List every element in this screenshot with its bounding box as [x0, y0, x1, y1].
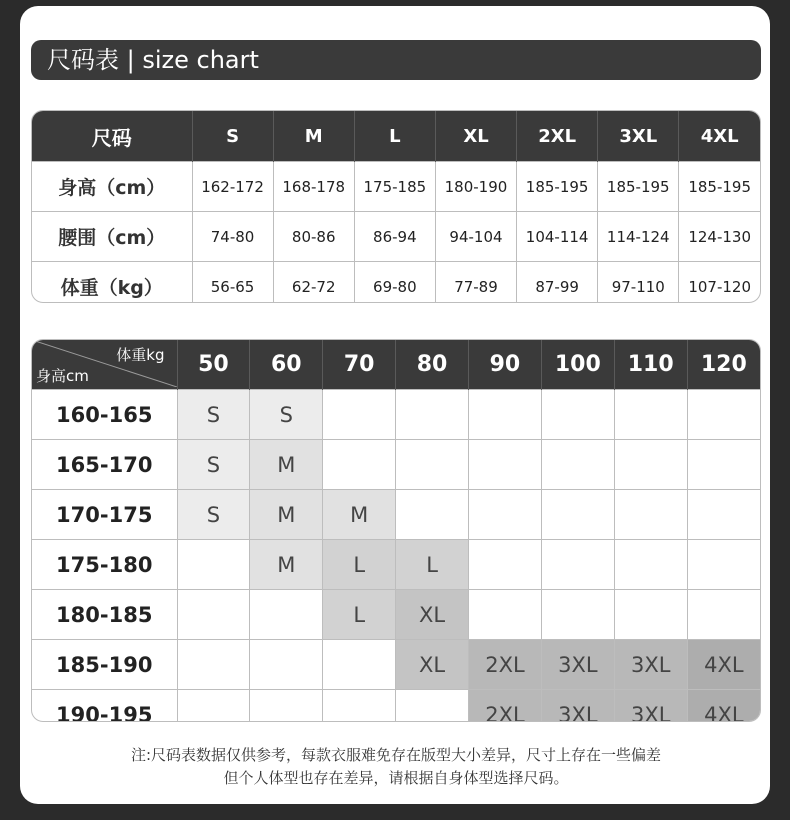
table-row: [32, 490, 760, 540]
size-cell: [323, 690, 396, 723]
height-range-label: 170-175: [32, 490, 177, 540]
height-range-label: 180-185: [32, 590, 177, 640]
table-row: [32, 440, 760, 490]
weight-axis-label: 体重kg: [116, 346, 165, 364]
size-cell: [177, 540, 250, 590]
table-cell: 175-185: [354, 162, 435, 212]
size-cell: L: [323, 590, 396, 640]
size-header-2xl: 2XL: [517, 111, 598, 162]
table-cell: 162-172: [192, 162, 273, 212]
fit-table: [31, 339, 761, 722]
size-cell: XL: [396, 640, 469, 690]
size-cell: [323, 390, 396, 440]
disclaimer-note: [31, 744, 761, 790]
table-cell: 69-80: [354, 262, 435, 304]
table-cell: 80-86: [273, 212, 354, 262]
size-header-4xl: 4XL: [679, 111, 760, 162]
table-cell: 62-72: [273, 262, 354, 304]
size-cell: [469, 440, 542, 490]
size-cell: [541, 590, 614, 640]
table-row: [32, 162, 760, 212]
table-row: [32, 540, 760, 590]
weight-header: 110: [614, 340, 687, 390]
height-range-label: 190-195: [32, 690, 177, 723]
weight-header: 100: [541, 340, 614, 390]
size-cell: [687, 390, 760, 440]
page-title: 尺码表 | size chart: [31, 40, 761, 80]
size-cell: [250, 590, 323, 640]
table-cell: 94-104: [435, 212, 516, 262]
weight-header: 90: [469, 340, 542, 390]
size-header-m: M: [273, 111, 354, 162]
size-cell: [396, 390, 469, 440]
table-cell: 87-99: [517, 262, 598, 304]
height-range-label: 165-170: [32, 440, 177, 490]
size-cell: M: [250, 490, 323, 540]
size-cell: M: [250, 540, 323, 590]
size-column-header: 尺码: [32, 111, 192, 162]
table-row: [32, 390, 760, 440]
weight-header: 120: [687, 340, 760, 390]
size-cell: [541, 390, 614, 440]
size-cell: 3XL: [541, 690, 614, 723]
size-cell: [323, 640, 396, 690]
weight-header: 70: [323, 340, 396, 390]
size-cell: [614, 590, 687, 640]
size-cell: M: [323, 490, 396, 540]
height-range-label: 185-190: [32, 640, 177, 690]
height-range-label: 175-180: [32, 540, 177, 590]
size-cell: [687, 440, 760, 490]
size-cell: 3XL: [541, 640, 614, 690]
table-cell: 124-130: [679, 212, 760, 262]
fit-table-header-row: [32, 340, 760, 390]
size-cell: S: [250, 390, 323, 440]
size-cell: M: [250, 440, 323, 490]
size-cell: [614, 490, 687, 540]
size-cell: [396, 440, 469, 490]
size-cell: 2XL: [469, 640, 542, 690]
row-label-height: 身高（cm）: [32, 162, 192, 212]
size-cell: [614, 390, 687, 440]
table-cell: 97-110: [598, 262, 679, 304]
size-cell: [177, 690, 250, 723]
size-cell: [541, 540, 614, 590]
table-cell: 104-114: [517, 212, 598, 262]
size-cell: L: [323, 540, 396, 590]
weight-header: 50: [177, 340, 250, 390]
size-cell: [250, 690, 323, 723]
size-table: [31, 110, 761, 303]
size-cell: [177, 590, 250, 640]
size-cell: 4XL: [687, 690, 760, 723]
size-header-s: S: [192, 111, 273, 162]
table-cell: 77-89: [435, 262, 516, 304]
size-cell: S: [177, 490, 250, 540]
note-line-2: 但个人体型也存在差异，请根据自身体型选择尺码。: [223, 769, 569, 787]
size-cell: [614, 540, 687, 590]
row-label-waist: 腰围（cm）: [32, 212, 192, 262]
height-range-label: 160-165: [32, 390, 177, 440]
size-cell: [687, 540, 760, 590]
size-cell: [250, 640, 323, 690]
table-cell: 74-80: [192, 212, 273, 262]
table-cell: 180-190: [435, 162, 516, 212]
size-cell: [687, 490, 760, 540]
table-cell: 56-65: [192, 262, 273, 304]
table-row: [32, 262, 760, 304]
corner-header: [32, 340, 177, 390]
table-cell: 185-195: [598, 162, 679, 212]
table-row: [32, 590, 760, 640]
size-cell: [396, 490, 469, 540]
size-cell: S: [177, 440, 250, 490]
size-table-header-row: [32, 111, 760, 162]
row-label-weight: 体重（kg）: [32, 262, 192, 304]
size-cell: [469, 490, 542, 540]
table-cell: 114-124: [598, 212, 679, 262]
size-cell: [541, 490, 614, 540]
table-cell: 185-195: [517, 162, 598, 212]
weight-header: 80: [396, 340, 469, 390]
size-cell: [323, 440, 396, 490]
table-cell: 107-120: [679, 262, 760, 304]
table-row: [32, 640, 760, 690]
size-cell: [469, 390, 542, 440]
weight-header: 60: [250, 340, 323, 390]
size-cell: L: [396, 540, 469, 590]
size-cell: S: [177, 390, 250, 440]
size-header-3xl: 3XL: [598, 111, 679, 162]
size-cell: 3XL: [614, 640, 687, 690]
size-cell: [177, 640, 250, 690]
note-line-1: 注:尺码表数据仅供参考，每款衣服难免存在版型大小差异，尺寸上存在一些偏差: [130, 746, 662, 764]
size-cell: 3XL: [614, 690, 687, 723]
table-row: [32, 690, 760, 723]
height-axis-label: 身高cm: [36, 367, 89, 385]
size-cell: [469, 540, 542, 590]
size-cell: 4XL: [687, 640, 760, 690]
size-cell: [396, 690, 469, 723]
table-cell: 86-94: [354, 212, 435, 262]
size-cell: 2XL: [469, 690, 542, 723]
table-cell: 185-195: [679, 162, 760, 212]
size-cell: XL: [396, 590, 469, 640]
size-cell: [614, 440, 687, 490]
table-row: [32, 212, 760, 262]
size-header-xl: XL: [435, 111, 516, 162]
table-cell: 168-178: [273, 162, 354, 212]
size-cell: [469, 590, 542, 640]
size-cell: [687, 590, 760, 640]
size-header-l: L: [354, 111, 435, 162]
size-cell: [541, 440, 614, 490]
